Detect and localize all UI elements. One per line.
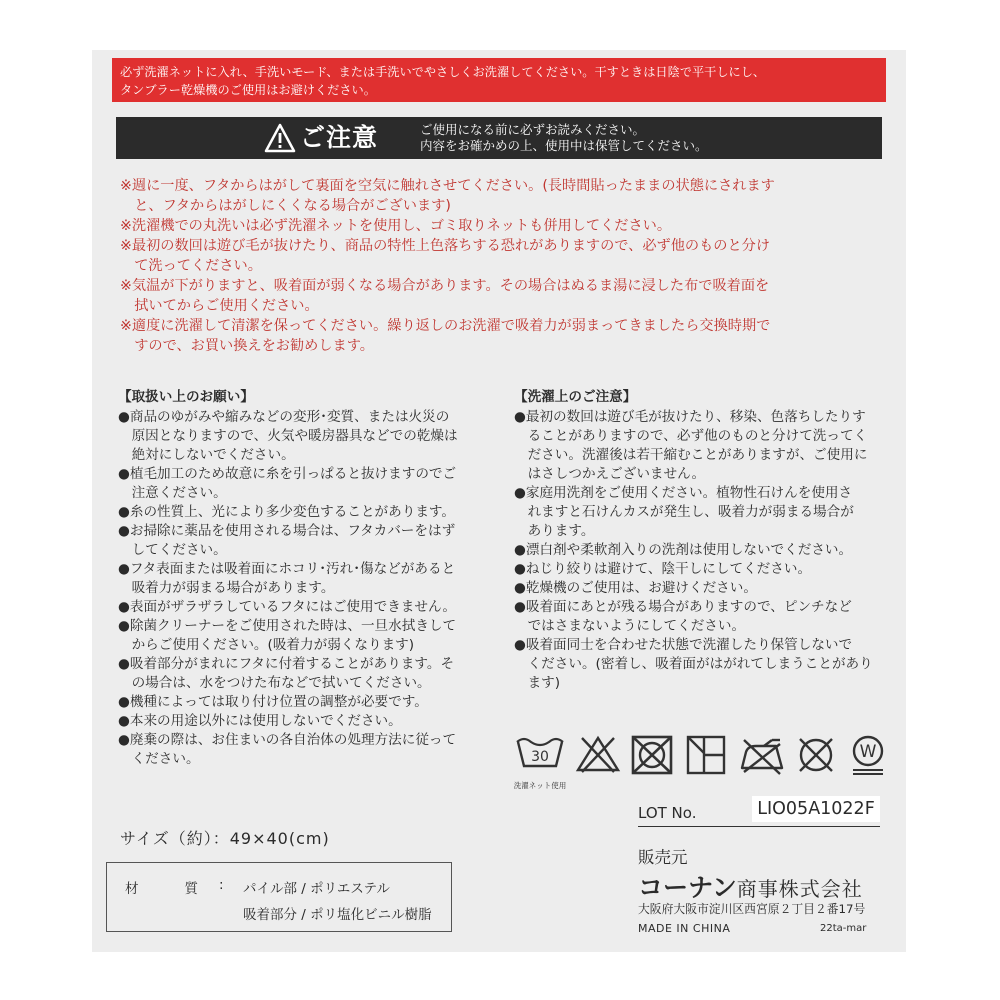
- item-line: ●本来の用途以外には使用しないでください。: [118, 713, 402, 729]
- item-line: ることがありますので、必ず他のものと分けて洗ってく: [514, 428, 868, 444]
- care-symbols: [510, 732, 890, 802]
- caution-notes: [120, 176, 890, 356]
- material-label-char: 材: [125, 881, 141, 897]
- item-line: ●糸の性質上、光により多少変色することがあります。: [118, 504, 456, 520]
- note-item: [120, 316, 890, 356]
- lot-number: [638, 796, 880, 827]
- item-line: ●吸着面にあとが残る場合がありますので、ピンチなど: [514, 599, 852, 615]
- item-line: ●廃棄の際は、お住まいの各自治体の処理方法に従って: [118, 732, 457, 748]
- made-in: MADE IN CHINA: [638, 922, 731, 935]
- caution-bar: [116, 117, 882, 159]
- note-item: [120, 276, 890, 316]
- lot-value: LIO05A1022F: [752, 796, 880, 822]
- wash-caption: 洗濯ネット使用: [513, 781, 567, 790]
- item-line: 絶対にしないでください。: [118, 447, 295, 463]
- item-line: の場合は、水をつけた布などで拭いてください。: [118, 675, 431, 691]
- company-suffix: 商事株式会社: [736, 877, 863, 901]
- handling-section: [118, 388, 478, 769]
- seller-label: 販売元: [638, 848, 688, 867]
- handling-item: [118, 712, 478, 731]
- note-line: ※最初の数回は遊び毛が抜けたり、商品の特性上色落ちする恐れがありますので、必ず他のものと分け: [120, 238, 771, 254]
- item-line: してください。: [118, 542, 227, 558]
- caution-sub-line: 内容をお確かめの上、使用中は保管してください。: [420, 138, 708, 153]
- banner-line: タンブラー乾燥機のご使用はお避けください。: [120, 83, 376, 97]
- washing-heading: 【洗濯上のご注意】: [514, 389, 637, 405]
- item-line: 注意ください。: [118, 485, 227, 501]
- line-dry-shade-icon: [682, 732, 730, 780]
- item-line: ●商品のゆがみや縮みなどの変形･変質、または火災の: [118, 409, 450, 425]
- handling-item: [118, 503, 478, 522]
- item-line: ではさまないようにしてください。: [514, 618, 746, 634]
- warning-triangle-icon: [264, 123, 296, 153]
- no-dry-clean-icon: [792, 732, 840, 780]
- item-line: ●お掃除に薬品を使用される場合は、フタカバーをはず: [118, 523, 456, 539]
- no-bleach-icon: [574, 732, 622, 780]
- handling-item: [118, 522, 478, 560]
- note-item: [120, 176, 890, 216]
- wet-clean-letter: W: [859, 742, 877, 762]
- material-box: [106, 862, 452, 932]
- item-line: ●漂白剤や柔軟剤入りの洗剤は使用しないでください。: [514, 542, 853, 558]
- lot-label: LOT No.: [638, 804, 697, 822]
- item-line: ●家庭用洗剤をご使用ください。植物性石けんを使用さ: [514, 485, 853, 501]
- item-line: ●最初の数回は遊び毛が抜けたり、移染、色落ちしたりす: [514, 409, 866, 425]
- note-line: て洗ってください。: [120, 258, 262, 274]
- banner-line: 必ず洗濯ネットに入れ、手洗いモード、または手洗いでやさしくお洗濯してください。干すときは日陰で平干しにし、: [120, 65, 766, 79]
- wash-temp-label: 30: [531, 749, 549, 765]
- washing-item: [514, 560, 894, 579]
- wet-clean-icon: [844, 732, 892, 780]
- company-address: 大阪府大阪市淀川区西宮原２丁目２番17号: [638, 902, 866, 916]
- washing-item: [514, 408, 894, 484]
- item-line: あります。: [514, 523, 595, 539]
- handling-item: [118, 560, 478, 598]
- item-line: 吸着力が弱まる場合があります。: [118, 580, 335, 596]
- material-line: パイル部 / ポリエステル: [243, 881, 390, 897]
- handling-item: [118, 598, 478, 617]
- note-line: ※適度に洗濯して清潔を保ってください。繰り返しのお洗濯で吸着力が弱まってきましたら交換時期で: [120, 318, 771, 334]
- note-line: ※気温が下がりますと、吸着面が弱くなる場合があります。その場合はぬるま湯に浸した布で吸着面を: [120, 278, 770, 294]
- note-line: すので、お買い換えをお勧めします。: [120, 338, 374, 354]
- note-line: 拭いてからご使用ください。: [120, 298, 319, 314]
- material-label: [125, 877, 200, 897]
- item-line: ●植毛加工のため故意に糸を引っぱると抜けますのでご: [118, 466, 457, 482]
- note-item: [120, 216, 890, 236]
- brand-logo: コーナン: [638, 873, 737, 902]
- note-line: ※週に一度、フタからはがして裏面を空気に触れさせてください。(長時間貼ったままの状態にされます: [120, 178, 775, 194]
- handling-item: [118, 465, 478, 503]
- item-line: ●吸着面同士を合わせた状態で洗濯したり保管しないで: [514, 637, 853, 653]
- item-line: ●フタ表面または吸着面にホコリ･汚れ･傷などがあると: [118, 561, 456, 577]
- item-line: はさしつかえございません。: [514, 466, 706, 482]
- item-line: からご使用ください。(吸着力が弱くなります): [118, 637, 415, 653]
- item-line: ください。: [118, 751, 200, 767]
- item-line: ください。(密着し、吸着面がはがれてしまうことがあり: [514, 656, 873, 672]
- washing-instruction-banner: [112, 58, 886, 102]
- handling-item: [118, 731, 478, 769]
- product-code: 22ta-mar: [820, 923, 867, 934]
- handling-heading: 【取扱い上のお願い】: [118, 389, 254, 405]
- note-line: ※洗濯機での丸洗いは必ず洗濯ネットを使用し、ゴミ取りネットも併用してください。: [120, 218, 672, 234]
- handling-item: [118, 408, 478, 465]
- caution-sub-line: ご使用になる前に必ずお読みください。: [420, 122, 646, 137]
- item-line: ます): [514, 675, 561, 691]
- caution-title: ご注意: [300, 123, 379, 152]
- item-line: ●ねじり絞りは避けて、陰干しにしてください。: [514, 561, 812, 577]
- handling-item: [118, 693, 478, 712]
- washing-item: [514, 484, 894, 541]
- washing-item: [514, 636, 894, 693]
- washing-item: [514, 598, 894, 636]
- size-text: サイズ（約）：49×40(cm): [120, 829, 330, 848]
- item-line: れますと石けんカスが発生し、吸着力が弱まる場合が: [514, 504, 854, 520]
- material-label-char: 質: [184, 881, 200, 897]
- no-tumble-dry-icon: [628, 732, 676, 780]
- item-line: ださい。洗濯後は若干縮むことがありますが、ご使用に: [514, 447, 868, 463]
- company-name: [638, 868, 863, 904]
- item-line: 原因となりますので、火気や暖房器具などでの乾燥は: [118, 428, 458, 444]
- no-iron-icon: [736, 732, 788, 780]
- note-line: と、フタからはがしにくくなる場合がございます): [120, 198, 451, 214]
- item-line: ●乾燥機のご使用は、お避けください。: [514, 580, 757, 596]
- item-line: ●除菌クリーナーをご使用された時は、一旦水拭きして: [118, 618, 457, 634]
- item-line: ●機種によっては取り付け位置の調整が必要です。: [118, 694, 428, 710]
- material-line: 吸着部分 / ポリ塩化ビニル樹脂: [243, 907, 432, 923]
- handling-item: [118, 617, 478, 655]
- hand-wash-30-icon: [510, 732, 570, 780]
- washing-item: [514, 541, 894, 560]
- item-line: ●表面がザラザラしているフタにはご使用できません。: [118, 599, 456, 615]
- material-colon: :: [219, 877, 224, 893]
- washing-item: [514, 579, 894, 598]
- note-item: [120, 236, 890, 276]
- caution-subtext: [420, 122, 708, 154]
- handling-item: [118, 655, 478, 693]
- product-label: [92, 50, 906, 952]
- item-line: ●吸着部分がまれにフタに付着することがあります。そ: [118, 656, 455, 672]
- washing-section: [514, 388, 894, 693]
